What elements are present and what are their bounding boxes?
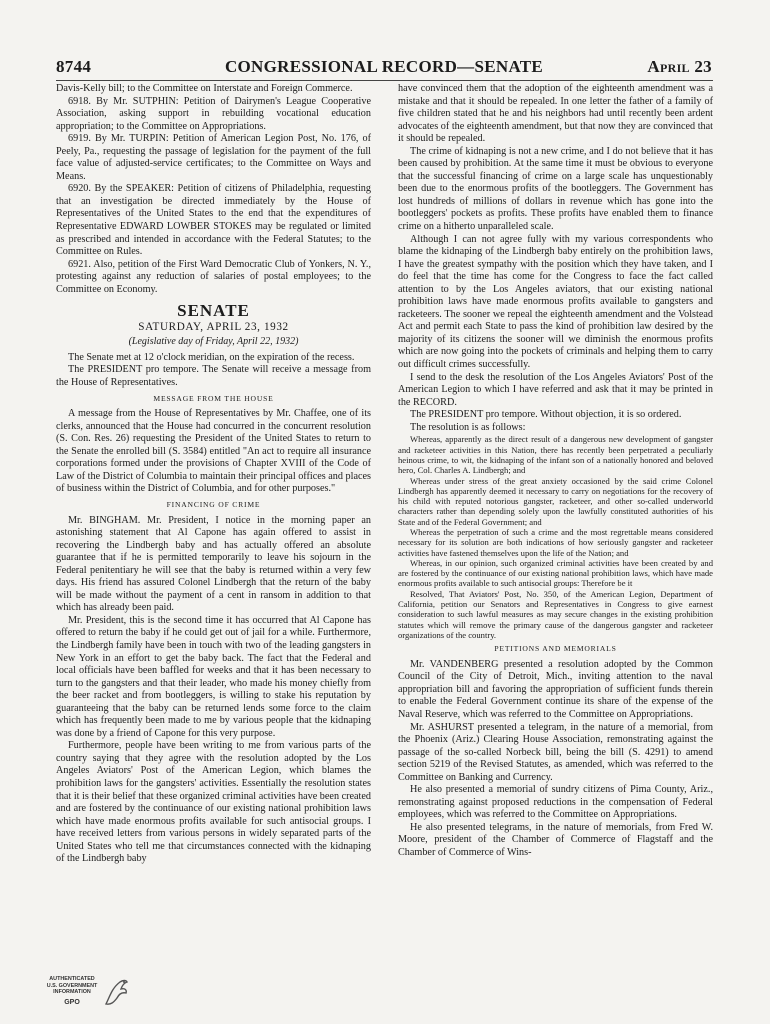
paragraph: Mr. BINGHAM. Mr. President, I notice in the morning paper an astonishing statement that Al Capone has again offered to assist in recovering the Lindbergh baby and has actually offered an absolute guarantee that if he is permitted temporarily to leave his sojourn in the Federal penitentiary he will see that the baby is returned within a very few days. His friend has assured Colonel Lindbergh that the return of the baby will be made without the payment of a cent in ransom in addition to that which has already been paid.: [56, 514, 371, 614]
resolution-clause: Whereas the perpetration of such a crime and the most regrettable means considered necessary for its solution are both indications of how seriously gangster and racketeer activities have fastened themselves upon the life of the Nation; and: [398, 526, 713, 558]
paragraph: Furthermore, people have been writing to me from various parts of the country saying that they agree with the resolution adopted by the Los Angeles Aviators' Post of the American Legion, which blames the prohibition laws for the gangsters' activities. Essentially the resolution states that it is their belief that these organized criminal activities have been created and are fostered by the continuance of our existing national prohibition laws which have made enormous profits available for such antisocial groups. I have received letters from various persons in widely separated parts of the United States who tell me that circumstances connected with the kidnaping of the Lindbergh baby: [56, 740, 371, 865]
eagle-icon: [102, 974, 130, 1010]
session-dateline: SATURDAY, APRIL 23, 1932: [138, 320, 289, 333]
logo-line: AUTHENTICATED: [49, 976, 95, 982]
paragraph: 6920. By the SPEAKER: Petition of citizens of Philadelphia, requesting that an investigation be directed immediately by the House of Representatives of the United States to the end that the expenditures of Representative EDWARD LOWBER STOKES may be regulated or limited as prescribed and intended in accordance with the Federal Statutes; to the Committee on Rules.: [56, 183, 371, 258]
paragraph: He also presented a memorial of sundry citizens of Pima County, Ariz., remonstrating against proposed reductions in the compensation of Federal employees, which was referred to the Committee on Appropriations.: [398, 784, 713, 821]
paragraph: 6918. By Mr. SUTPHIN: Petition of Dairymen's League Cooperative Association, asking support in rebuilding vocational education appropriation; to the Committee on Appropriations.: [56, 95, 371, 132]
legislative-day: (Legislative day of Friday, April 22, 1932): [128, 336, 299, 348]
paragraph: have convinced them that the adoption of the eighteenth amendment was a mistake and that it should be repealed. In one letter the father of a family of five children stated that he and his neighbors had until recently been ardent advocates of the eighteenth amendment, but that now they are convinced that it should be repealed.: [398, 83, 713, 145]
header-rule: [56, 80, 713, 81]
paragraph: Mr. President, this is the second time it has occurred that Al Capone has offered to return the baby if he could get out of jail for a while. Furthermore, the Lindbergh family have been in touch with two of the leading gangsters in New York in an effort to get the baby back. The fact that the Federal and local officials have been baffled for weeks and that it has been necessary to turn to the gangsters and that their leader, who made his money chiefly from the beer racket and from bootleggers, is willing to stake his reputation by guaranteeing that the baby can be returned lends some force to the claim which has frequently been made to me by various people that the kidnaping was done by a friend of Capone for this very purpose.: [56, 614, 371, 739]
paragraph: Mr. ASHURST presented a telegram, in the nature of a memorial, from the Phoenix (Ariz.) Clearing House Association, remonstrating against the passage of the so-called Norbeck bill, being the bill (S. 4291) to amend section 5219 of the Revised Statutes, as amended, which was referred to the Committee on Banking and Currency.: [398, 721, 713, 783]
page-header: [56, 57, 712, 79]
paragraph: Although I can not agree fully with my various correspondents who blame the kidnaping of the Lindbergh baby entirely on the prohibition laws, I have the greatest sympathy with the position which they have taken, and I do feel that the time has come for the Congress to face the fact called attention to by the Los Angeles aviators, that our existing national prohibition laws have made enormous profits available to gangsters and racketeers. The sooner we repeal the eighteenth amendment and the Volstead Act and permit each State to pass the kind of prohibition law desired by the majority of its citizens the sooner will we diminish the enormous profits which are now going into the pockets of criminals and helping them to carry out difficult crimes successfully.: [398, 233, 713, 371]
paragraph: The resolution is as follows:: [410, 421, 526, 433]
paragraph: The PRESIDENT pro tempore. Without objection, it is so ordered.: [410, 409, 682, 421]
paragraph: 6919. By Mr. TURPIN: Petition of American Legion Post, No. 176, of Peely, Pa., requesting the passage of legislation for the payment of the full face value of adjusted-service certificates; to the Committee on Ways and Means.: [56, 133, 371, 182]
section-heading-message: MESSAGE FROM THE HOUSE: [153, 393, 274, 403]
logo-line: INFORMATION: [53, 989, 91, 996]
paragraph: The Senate met at 12 o'clock meridian, on the expiration of the recess.: [68, 351, 355, 363]
resolution-clause: Resolved, That Aviators' Post, No. 350, of the American Legion, Department of California, petition our Senators and Representatives in Congress to give earnest consideration to such lawful measures as may secure changes in the existing prohibition statutes which will remove the primary cause of the dangerous gangster and racketeer organizations of the country.: [398, 588, 713, 640]
paragraph: I send to the desk the resolution of the Los Angeles Aviators' Post of the American Legion to which I have referred and ask that it may be printed in the RECORD.: [398, 371, 713, 408]
senate-heading: SENATE: [177, 301, 250, 321]
resolution-clause: Whereas, apparently as the direct result of a dangerous new development of gangster and racketeer activities in this Nation, there has recently been perpetrated a peculiarly heinous crime, to wit, the kidnaping of the infant son of a nationally honored and beloved hero, Col. Charles A. Lindbergh; and: [398, 434, 713, 476]
paragraph: The PRESIDENT pro tempore. The Senate will receive a message from the House of Representatives.: [56, 364, 371, 389]
resolution-clause: Whereas under stress of the great anxiety occasioned by the said crime Colonel Lindbergh has apparently deemed it necessary to carry on negotiations for the recovery of his child with reputed notorious gangster, racketeer, and other so-called underworld characters rather than depending solely upon the lawfully constituted authorities of his State and of the Federal Government; and: [398, 475, 713, 527]
logo-line: U.S. GOVERNMENT: [46, 982, 98, 989]
paragraph: A message from the House of Representatives by Mr. Chaffee, one of its clerks, announced that the House had concurred in the concurrent resolution (S. Con. Res. 26) requesting the President of the United States to return to the Senate the enrolled bill (S. 3584) entitled "An act to require all insurance corporations formed under the provisions of Chapter XVIII of the Code of Law of the District of Columbia to maintain their principal offices and places of business within the District of Columbia, and for other purposes.": [56, 408, 371, 495]
page-date: April 23: [647, 57, 712, 76]
paragraph: 6921. Also, petition of the First Ward Democratic Club of Yonkers, N. Y., protesting against any reduction of salaries of postal employees; to the Committee on Economy.: [56, 258, 371, 295]
paragraph: Davis-Kelly bill; to the Committee on Interstate and Foreign Commerce.: [56, 83, 353, 94]
paragraph: Mr. VANDENBERG presented a resolution adopted by the Common Council of the City of Detroit, Mich., inviting attention to the naval appropriation bill and favoring the appropriation of sufficient funds therein to enable the Federal Government continue its share of the expense of the Naval Reserve, which was referred to the Committee on Appropriations.: [398, 658, 713, 720]
logo-text: [36, 976, 108, 1006]
paragraph: He also presented telegrams, in the nature of memorials, from Fred W. Moore, president of the Chamber of Commerce of Flagstaff and the Chamber of Commerce of Wins-: [398, 821, 713, 858]
section-heading-financing: FINANCING OF CRIME: [166, 499, 261, 509]
left-column: [56, 83, 371, 866]
page-number: 8744: [56, 57, 92, 76]
running-title: CONGRESSIONAL RECORD—SENATE: [224, 57, 544, 76]
gpo-authentication-logo: [36, 974, 132, 1014]
section-heading-petitions: PETITIONS AND MEMORIALS: [494, 644, 617, 654]
paragraph: The crime of kidnaping is not a new crime, and I do not believe that it has been caused by prohibition. At the same time it must be obvious to everyone that the successful financing of crime on a large scale has unquestionably been due to the enormous profits of the bootleggers. The Government has lost hundreds of millions of dollars in revenue which has gone into the bootleggers' pockets as profits. These profits have enabled them to finance crime on a hitherto unparalleled scale.: [398, 145, 713, 233]
resolution-clause: Whereas, in our opinion, such organized criminal activities have been created by and are fostered by the continuance of our existing national prohibition laws, which have made enormous profits available to such antisocial groups: Therefore be it: [398, 557, 713, 589]
right-column: [398, 83, 713, 860]
logo-line: GPO: [64, 998, 80, 1006]
